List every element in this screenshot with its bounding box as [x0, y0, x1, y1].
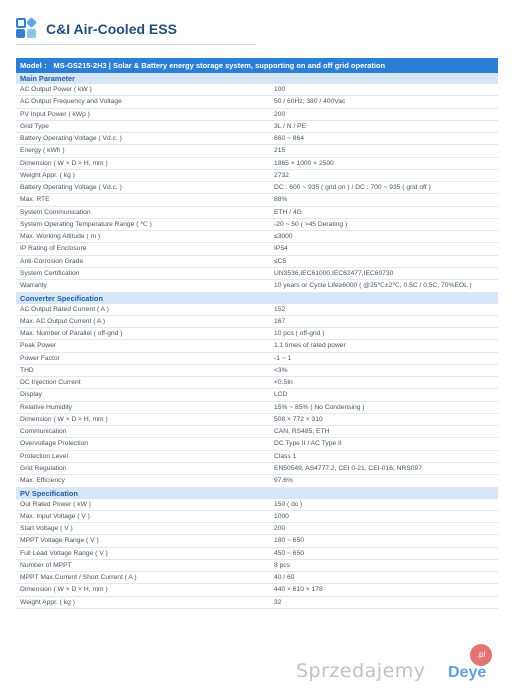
- spec-table: [16, 58, 498, 609]
- parameter-value: <3%: [274, 366, 288, 374]
- parameter-name: Overvoltage Protection: [20, 440, 89, 448]
- table-row: [16, 377, 498, 389]
- parameter-name: Dimension ( W × D × H, mm ): [20, 415, 108, 423]
- parameter-name: System Communication: [20, 208, 91, 216]
- table-row: [16, 84, 498, 96]
- table-row: [16, 328, 498, 340]
- parameter-value: LCD: [274, 391, 288, 399]
- parameter-name: Weight Appr. ( kg ): [20, 171, 75, 179]
- table-row: [16, 475, 498, 487]
- parameter-name: Grid Type: [20, 122, 49, 130]
- parameter-value: 180 ~ 650: [274, 537, 304, 545]
- parameter-value: 1.1 times of rated power: [274, 342, 346, 350]
- parameter-name: THD: [20, 366, 34, 374]
- page-header: [16, 14, 177, 44]
- parameter-name: Anti-Corrosion Grade: [20, 257, 84, 265]
- section-header: Converter Specification: [16, 293, 498, 304]
- parameter-name: Start Voltage ( V ): [20, 525, 73, 533]
- parameter-name: Max. Input Voltage ( V ): [20, 512, 90, 520]
- parameter-name: IP Rating of Enclosure: [20, 245, 87, 253]
- table-row: [16, 207, 498, 219]
- parameter-value: IP54: [274, 245, 288, 253]
- table-row: [16, 219, 498, 231]
- title-divider: [16, 44, 256, 45]
- parameter-value: 167: [274, 317, 286, 325]
- parameter-name: Energy ( kWh ): [20, 147, 65, 155]
- table-row: [16, 304, 498, 316]
- parameter-value: DC Type II / AC Type II: [274, 440, 342, 448]
- table-row: [16, 96, 498, 108]
- table-row: [16, 584, 498, 596]
- parameter-value: ≤C5: [274, 257, 287, 265]
- table-row: [16, 535, 498, 547]
- parameter-name: Dimension ( W × D × H, mm ): [20, 586, 108, 594]
- parameter-name: Power Factor: [20, 354, 60, 362]
- table-row: [16, 572, 498, 584]
- parameter-value: 10 pcs ( off-grid ): [274, 330, 325, 338]
- model-bar: Model ： MS-GS215-2H3 | Solar & Battery energy storage system, supporting on and off grid operation: [16, 58, 498, 73]
- parameter-name: AC Output Power ( kW ): [20, 86, 92, 93]
- parameter-name: Weight Appr. ( kg ): [20, 598, 75, 606]
- parameter-name: Battery Operating Voltage ( Vd.c. ): [20, 184, 122, 192]
- parameter-value: <0.5In: [274, 379, 293, 387]
- parameter-name: Number of MPPT: [20, 561, 72, 569]
- section-header: PV Specification: [16, 488, 498, 499]
- watermark-badge: .pl: [470, 644, 492, 666]
- table-row: [16, 499, 498, 511]
- table-row: [16, 438, 498, 450]
- table-row: [16, 523, 498, 535]
- parameter-value: EN50549, AS4777.2, CEI 0-21, CEI-016, NRS097: [274, 464, 422, 472]
- parameter-value: 10 years or Cycle Life≥6000 ( @25℃±2℃, 0.5C / 0.5C, 70%EOL ): [274, 282, 472, 290]
- table-row: [16, 194, 498, 206]
- table-row: [16, 402, 498, 414]
- parameter-name: Relative Humidity: [20, 403, 73, 411]
- parameter-name: AC Output Frequency and Voltage: [20, 98, 122, 106]
- table-row: [16, 231, 498, 243]
- parameter-value: 1865 × 1000 × 2500: [274, 159, 334, 167]
- table-row: [16, 560, 498, 572]
- parameter-value: DC : 600 ~ 935 ( grid on ) / DC : 700 ~ 935 ( grid off ): [274, 184, 431, 192]
- parameter-name: Protection Level: [20, 452, 68, 460]
- parameter-value: ETH / 4G: [274, 208, 302, 216]
- parameter-name: Max. Working Altitude ( m ): [20, 233, 101, 241]
- parameter-value: 3L / N / PE: [274, 122, 307, 130]
- parameter-name: Grid Regulation: [20, 464, 67, 472]
- table-row: [16, 353, 498, 365]
- parameter-value: 40 / 60: [274, 574, 295, 582]
- parameter-name: Battery Operating Voltage ( Vd.c. ): [20, 135, 122, 143]
- parameter-value: 508 × 772 × 310: [274, 415, 323, 423]
- parameter-name: Max. Number of Parallel ( off-grid ): [20, 330, 123, 338]
- parameter-name: Dimension ( W × D × H, mm ): [20, 159, 108, 167]
- parameter-value: 2732: [274, 171, 289, 179]
- parameter-name: System Certification: [20, 269, 80, 277]
- table-row: [16, 463, 498, 475]
- table-row: [16, 548, 498, 560]
- table-row: [16, 426, 498, 438]
- table-row: [16, 268, 498, 280]
- parameter-value: UN3536,IEC61000,IEC62477,IEC60730: [274, 269, 394, 277]
- parameter-value: 152: [274, 305, 286, 313]
- parameter-value: 97.6%: [274, 477, 293, 485]
- parameter-value: 440 × 610 × 178: [274, 586, 323, 594]
- parameter-name: Warranty: [20, 282, 47, 290]
- parameter-name: Communication: [20, 428, 67, 436]
- table-row: [16, 365, 498, 377]
- table-row: [16, 182, 498, 194]
- table-row: [16, 158, 498, 170]
- table-row: [16, 133, 498, 145]
- table-row: [16, 389, 498, 401]
- table-row: [16, 280, 498, 292]
- section-header: Main Parameter: [16, 73, 498, 84]
- parameter-value: 8 pcs: [274, 561, 290, 569]
- parameter-value: 200: [274, 525, 286, 533]
- parameter-name: MPPT Voltage Range ( V ): [20, 537, 99, 545]
- parameter-value: 215: [274, 147, 286, 155]
- parameter-value: 100: [274, 86, 286, 93]
- parameter-name: MPPT Max.Current / Short Current ( A ): [20, 574, 137, 582]
- table-row: [16, 109, 498, 121]
- parameter-name: Max. Efficiency: [20, 477, 65, 485]
- parameter-value: 15% ~ 85% ( No Condensing ): [274, 403, 365, 411]
- table-row: [16, 145, 498, 157]
- parameter-value: Class 1: [274, 452, 297, 460]
- parameter-value: 1000: [274, 512, 289, 520]
- parameter-value: 88%: [274, 196, 288, 204]
- parameter-name: Full Lead Voltage Range ( V ): [20, 549, 108, 557]
- parameter-value: 200: [274, 110, 286, 118]
- parameter-value: -20 ~ 50 ( >45 Derating ): [274, 220, 348, 228]
- watermark: Sprzedajemy: [296, 660, 426, 682]
- table-row: [16, 597, 498, 609]
- parameter-value: CAN, RS485, ETH: [274, 428, 330, 436]
- table-row: [16, 340, 498, 352]
- table-row: [16, 316, 498, 328]
- parameter-name: DC Injection Current: [20, 379, 81, 387]
- parameter-name: Out Rated Power ( kW ): [20, 500, 91, 508]
- page-title: C&I Air-Cooled ESS: [46, 21, 177, 37]
- table-row: [16, 511, 498, 523]
- parameter-value: 450 ~ 650: [274, 549, 304, 557]
- parameter-value: ≤3000: [274, 233, 293, 241]
- parameter-value: 32: [274, 598, 282, 606]
- table-row: [16, 243, 498, 255]
- table-row: [16, 451, 498, 463]
- parameter-value: 50 / 60Hz; 380 / 400Vac: [274, 98, 346, 106]
- parameter-name: System Operating Temperature Range ( ℃ ): [20, 220, 152, 228]
- parameter-name: AC Output Rated Current ( A ): [20, 305, 109, 313]
- parameter-name: PV Input Power ( kWp ): [20, 110, 90, 118]
- table-row: [16, 170, 498, 182]
- table-row: [16, 256, 498, 268]
- parameter-value: 660 ~ 864: [274, 135, 304, 143]
- parameter-name: Peak Power: [20, 342, 57, 350]
- brand-logo: Deye: [448, 664, 487, 681]
- parameter-name: Max. AC Output Current ( A ): [20, 317, 106, 325]
- parameter-name: Max. RTE: [20, 196, 50, 204]
- spec-sections: [16, 73, 498, 609]
- table-row: [16, 414, 498, 426]
- grid-logo-icon: [16, 18, 38, 40]
- parameter-value: 150 ( dc ): [274, 500, 303, 508]
- parameter-value: -1 ~ 1: [274, 354, 292, 362]
- parameter-name: Display: [20, 391, 42, 399]
- table-row: [16, 121, 498, 133]
